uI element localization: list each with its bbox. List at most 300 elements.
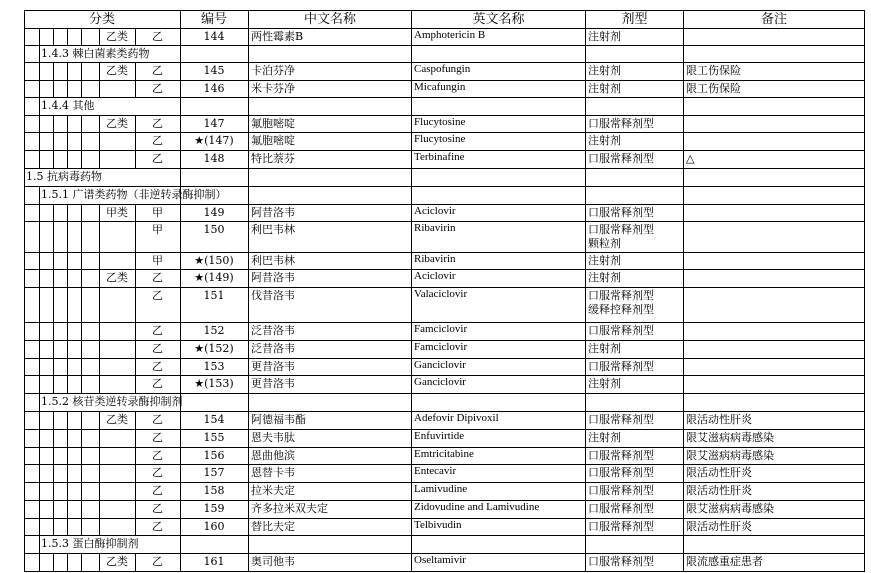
grid-line	[99, 464, 100, 483]
grid-line	[24, 464, 25, 483]
en-name-cell: Oseltamivir	[414, 554, 466, 566]
grid-line	[81, 518, 82, 536]
grid-line	[24, 115, 25, 133]
grid-line	[248, 500, 249, 519]
grid-line	[67, 204, 68, 222]
grid-line	[39, 45, 40, 63]
grid-line	[864, 375, 865, 394]
remark-cell: 限活动性肝炎	[686, 520, 752, 533]
cn-name-cell: 更昔洛韦	[251, 360, 295, 373]
grid-line	[585, 62, 586, 81]
subclass-cell: 甲	[152, 206, 163, 219]
grid-line	[411, 358, 412, 376]
grid-line	[81, 62, 82, 81]
grid-line	[411, 322, 412, 341]
grid-line	[864, 150, 865, 169]
grid-line	[81, 287, 82, 323]
grid-line	[683, 375, 684, 394]
subclass-cell: 乙	[152, 152, 163, 165]
grid-line	[81, 482, 82, 501]
grid-line	[99, 500, 100, 519]
number-cell: 155	[203, 431, 225, 444]
en-name-cell: Valaciclovir	[414, 288, 468, 300]
en-name-cell: Zidovudine and Lamivudine	[414, 501, 540, 513]
number-cell: ★(153)	[194, 377, 234, 390]
remark-cell: 限工伤保险	[686, 82, 741, 95]
grid-line	[864, 80, 865, 98]
number-cell: 151	[203, 289, 225, 302]
grid-line	[864, 393, 865, 412]
en-name-cell: Adefovir Dipivoxil	[414, 412, 499, 424]
grid-line	[81, 132, 82, 151]
subclass-cell: 乙	[152, 271, 163, 284]
grid-line	[585, 80, 586, 98]
grid-line	[67, 482, 68, 501]
grid-line	[248, 269, 249, 288]
grid-line	[81, 252, 82, 270]
grid-line	[24, 150, 25, 169]
en-name-cell: Ganciclovir	[414, 359, 466, 371]
subclass-cell: 乙	[152, 134, 163, 147]
grid-line	[864, 340, 865, 359]
grid-line	[39, 518, 40, 536]
header-number: 编号	[200, 12, 227, 27]
grid-line	[39, 252, 40, 270]
grid-line	[585, 358, 586, 376]
grid-line	[67, 375, 68, 394]
grid-line	[53, 62, 54, 81]
grid-line	[585, 482, 586, 501]
form-cell: 口服常释剂型	[588, 117, 654, 130]
remark-cell: 限艾滋病病毒感染	[686, 431, 774, 444]
grid-line	[585, 97, 586, 116]
grid-line	[411, 115, 412, 133]
grid-line	[53, 150, 54, 169]
grid-line	[248, 115, 249, 133]
grid-line	[39, 340, 40, 359]
grid-line	[67, 269, 68, 288]
grid-line	[411, 447, 412, 465]
grid-line	[248, 10, 249, 29]
class-cell: 乙类	[106, 64, 128, 77]
grid-line	[585, 340, 586, 359]
cn-name-cell: 伐昔洛韦	[251, 289, 295, 302]
cn-name-cell: 恩替卡韦	[251, 466, 295, 479]
grid-line	[585, 28, 586, 46]
grid-line	[24, 429, 25, 448]
grid-line	[683, 269, 684, 288]
form-cell: 缓释控释剂型	[588, 303, 654, 316]
grid-line	[248, 535, 249, 554]
form-cell: 注射剂	[588, 271, 621, 284]
grid-line	[864, 221, 865, 253]
grid-line	[585, 221, 586, 253]
grid-line	[248, 45, 249, 63]
grid-line	[24, 45, 865, 46]
remark-cell: 限工伤保险	[686, 64, 741, 77]
grid-line	[683, 150, 684, 169]
grid-line	[683, 132, 684, 151]
grid-line	[81, 340, 82, 359]
grid-line	[864, 45, 865, 63]
grid-line	[81, 80, 82, 98]
grid-line	[248, 375, 249, 394]
grid-line	[683, 62, 684, 81]
grid-line	[683, 447, 684, 465]
grid-line	[53, 500, 54, 519]
form-cell: 注射剂	[588, 134, 621, 147]
grid-line	[248, 518, 249, 536]
grid-line	[411, 168, 412, 187]
grid-line	[180, 10, 181, 29]
en-name-cell: Aciclovir	[414, 270, 456, 282]
grid-line	[24, 10, 25, 29]
cn-name-cell: 两性霉素B	[251, 30, 304, 43]
grid-line	[39, 186, 40, 205]
grid-line	[67, 358, 68, 376]
grid-line	[864, 132, 865, 151]
grid-line	[683, 186, 684, 205]
grid-line	[67, 287, 68, 323]
grid-line	[248, 186, 249, 205]
grid-line	[411, 375, 412, 394]
grid-line	[411, 464, 412, 483]
grid-line	[24, 375, 25, 394]
grid-line	[24, 322, 25, 341]
grid-line	[864, 500, 865, 519]
grid-line	[585, 45, 586, 63]
grid-line	[39, 393, 40, 412]
form-cell: 口服常释剂型	[588, 324, 654, 337]
grid-line	[99, 252, 100, 270]
cn-name-cell: 特比萘芬	[251, 152, 295, 165]
grid-line	[683, 45, 684, 63]
grid-line	[39, 535, 40, 554]
grid-line	[411, 45, 412, 63]
form-cell: 注射剂	[588, 377, 621, 390]
grid-line	[864, 204, 865, 222]
remark-cell: 限艾滋病病毒感染	[686, 449, 774, 462]
en-name-cell: Ribavirin	[414, 253, 456, 265]
grid-line	[24, 132, 25, 151]
form-cell: 注射剂	[588, 342, 621, 355]
grid-line	[248, 168, 249, 187]
grid-line	[24, 45, 25, 63]
grid-line	[411, 150, 412, 169]
grid-line	[864, 322, 865, 341]
en-name-cell: Amphotericin B	[414, 29, 486, 41]
grid-line	[53, 464, 54, 483]
form-cell: 口服常释剂型	[588, 413, 654, 426]
grid-line	[248, 252, 249, 270]
grid-line	[67, 221, 68, 253]
en-name-cell: Telbivudin	[414, 519, 462, 531]
grid-line	[39, 553, 40, 572]
grid-line	[24, 204, 25, 222]
grid-line	[585, 464, 586, 483]
grid-line	[67, 150, 68, 169]
grid-line	[53, 204, 54, 222]
grid-line	[411, 10, 412, 29]
subclass-cell: 乙	[152, 520, 163, 533]
cn-name-cell: 替比夫定	[251, 520, 295, 533]
en-name-cell: Famciclovir	[414, 323, 468, 335]
grid-line	[248, 464, 249, 483]
grid-line	[180, 97, 181, 116]
form-cell: 口服常释剂型	[588, 555, 654, 568]
number-cell: 154	[203, 413, 225, 426]
grid-line	[248, 322, 249, 341]
grid-line	[864, 62, 865, 81]
grid-line	[411, 518, 412, 536]
grid-line	[81, 150, 82, 169]
grid-line	[683, 287, 684, 323]
grid-line	[864, 252, 865, 270]
grid-line	[585, 518, 586, 536]
grid-line	[683, 221, 684, 253]
grid-line	[53, 322, 54, 341]
grid-line	[411, 28, 412, 46]
grid-line	[99, 358, 100, 376]
subclass-cell: 乙	[152, 466, 163, 479]
grid-line	[99, 340, 100, 359]
grid-line	[248, 447, 249, 465]
grid-line	[67, 252, 68, 270]
cn-name-cell: 氟胞嘧啶	[251, 134, 295, 147]
grid-line	[39, 28, 40, 46]
number-cell: ★(147)	[194, 134, 234, 147]
form-cell: 口服常释剂型	[588, 484, 654, 497]
grid-line	[39, 482, 40, 501]
form-cell: 口服常释剂型	[588, 502, 654, 515]
grid-line	[24, 287, 25, 323]
grid-line	[248, 62, 249, 81]
grid-line	[81, 447, 82, 465]
grid-line	[683, 429, 684, 448]
grid-line	[248, 429, 249, 448]
form-cell: 口服常释剂型	[588, 466, 654, 479]
grid-line	[248, 150, 249, 169]
grid-line	[24, 358, 25, 376]
grid-line	[683, 10, 684, 29]
cn-name-cell: 泛昔洛韦	[251, 342, 295, 355]
grid-line	[24, 482, 25, 501]
grid-line	[53, 132, 54, 151]
grid-line	[411, 252, 412, 270]
grid-line	[864, 464, 865, 483]
grid-line	[53, 375, 54, 394]
class-cell: 乙类	[106, 117, 128, 130]
subclass-cell: 乙	[152, 342, 163, 355]
number-cell: 161	[203, 555, 225, 568]
grid-line	[411, 482, 412, 501]
form-cell: 口服常释剂型	[588, 360, 654, 373]
en-name-cell: Enfuvirtide	[414, 430, 465, 442]
grid-line	[99, 221, 100, 253]
grid-line	[864, 28, 865, 46]
subclass-cell: 甲	[152, 254, 163, 267]
form-cell: 口服常释剂型	[588, 520, 654, 533]
grid-line	[585, 10, 586, 29]
number-cell: 149	[203, 206, 225, 219]
grid-line	[585, 269, 586, 288]
form-cell: 颗粒剂	[588, 237, 621, 250]
grid-line	[864, 518, 865, 536]
grid-line	[585, 411, 586, 430]
en-name-cell: Ganciclovir	[414, 376, 466, 388]
grid-line	[248, 287, 249, 323]
number-cell: 148	[203, 152, 225, 165]
grid-line	[67, 340, 68, 359]
form-cell: 注射剂	[588, 254, 621, 267]
grid-line	[585, 429, 586, 448]
grid-line	[683, 204, 684, 222]
remark-cell: 限活动性肝炎	[686, 466, 752, 479]
grid-line	[864, 115, 865, 133]
number-cell: 153	[203, 360, 225, 373]
number-cell: ★(149)	[194, 271, 234, 284]
number-cell: 147	[203, 117, 225, 130]
cn-name-cell: 阿昔洛韦	[251, 271, 295, 284]
grid-line	[683, 518, 684, 536]
header-en-name: 英文名称	[472, 12, 525, 27]
grid-line	[585, 375, 586, 394]
grid-line	[585, 535, 586, 554]
grid-line	[24, 269, 25, 288]
grid-line	[67, 80, 68, 98]
section-heading: 1.5 抗病毒药物	[26, 170, 102, 183]
grid-line	[67, 464, 68, 483]
grid-line	[81, 464, 82, 483]
cn-name-cell: 恩曲他滨	[251, 449, 295, 462]
grid-line	[53, 80, 54, 98]
grid-line	[683, 464, 684, 483]
grid-line	[24, 221, 25, 253]
en-name-cell: Emtricitabine	[414, 448, 474, 460]
section-heading: 1.4.3 棘白菌素类药物	[41, 47, 150, 60]
grid-line	[24, 411, 25, 430]
grid-line	[81, 221, 82, 253]
grid-line	[39, 429, 40, 448]
grid-line	[67, 518, 68, 536]
grid-line	[39, 447, 40, 465]
grid-line	[248, 553, 249, 572]
grid-line	[81, 322, 82, 341]
grid-line	[39, 287, 40, 323]
class-cell: 乙类	[106, 413, 128, 426]
en-name-cell: Flucytosine	[414, 116, 466, 128]
grid-line	[864, 168, 865, 187]
cn-name-cell: 拉米夫定	[251, 484, 295, 497]
subclass-cell: 乙	[152, 502, 163, 515]
form-cell: 口服常释剂型	[588, 152, 654, 165]
header-category: 分类	[88, 12, 115, 27]
grid-line	[53, 269, 54, 288]
grid-line	[585, 186, 586, 205]
form-cell: 注射剂	[588, 30, 621, 43]
grid-line	[683, 115, 684, 133]
form-cell: 口服常释剂型	[588, 289, 654, 302]
grid-line	[24, 186, 865, 187]
grid-line	[411, 186, 412, 205]
grid-line	[864, 447, 865, 465]
grid-line	[24, 97, 25, 116]
grid-line	[585, 115, 586, 133]
grid-line	[683, 322, 684, 341]
number-cell: 158	[203, 484, 225, 497]
subclass-cell: 乙	[152, 377, 163, 390]
grid-line	[864, 535, 865, 554]
grid-line	[180, 168, 181, 187]
grid-line	[411, 340, 412, 359]
grid-line	[67, 28, 68, 46]
grid-line	[39, 115, 40, 133]
grid-line	[39, 97, 40, 116]
grid-line	[864, 10, 865, 29]
grid-line	[67, 115, 68, 133]
en-name-cell: Caspofungin	[414, 63, 471, 75]
grid-line	[53, 482, 54, 501]
grid-line	[411, 429, 412, 448]
grid-line	[585, 252, 586, 270]
cn-name-cell: 泛昔洛韦	[251, 324, 295, 337]
grid-line	[39, 322, 40, 341]
grid-line	[53, 115, 54, 133]
subclass-cell: 乙	[152, 64, 163, 77]
grid-line	[411, 221, 412, 253]
grid-line	[24, 553, 25, 572]
form-cell: 注射剂	[588, 64, 621, 77]
class-cell: 乙类	[106, 30, 128, 43]
grid-line	[683, 358, 684, 376]
grid-line	[24, 252, 25, 270]
grid-line	[99, 429, 100, 448]
subclass-cell: 乙	[152, 431, 163, 444]
grid-line	[81, 358, 82, 376]
cn-name-cell: 卡泊芬净	[251, 64, 295, 77]
grid-line	[99, 518, 100, 536]
subclass-cell: 乙	[152, 82, 163, 95]
subclass-cell: 乙	[152, 30, 163, 43]
grid-line	[53, 340, 54, 359]
remark-cell: 限活动性肝炎	[686, 484, 752, 497]
grid-line	[53, 252, 54, 270]
cn-name-cell: 更昔洛韦	[251, 377, 295, 390]
grid-line	[67, 429, 68, 448]
grid-line	[411, 132, 412, 151]
en-name-cell: Micafungin	[414, 81, 466, 93]
en-name-cell: Flucytosine	[414, 133, 466, 145]
grid-line	[67, 500, 68, 519]
grid-line	[585, 393, 586, 412]
grid-line	[53, 287, 54, 323]
remark-cell: 限活动性肝炎	[686, 413, 752, 426]
grid-line	[683, 28, 684, 46]
grid-line	[683, 500, 684, 519]
grid-line	[39, 269, 40, 288]
grid-line	[585, 553, 586, 572]
cn-name-cell: 利巴韦林	[251, 223, 295, 236]
grid-line	[99, 375, 100, 394]
grid-line	[864, 553, 865, 572]
grid-line	[81, 500, 82, 519]
grid-line	[53, 553, 54, 572]
grid-line	[81, 375, 82, 394]
grid-line	[24, 28, 25, 46]
grid-line	[39, 80, 40, 98]
subclass-cell: 乙	[152, 484, 163, 497]
subclass-cell: 乙	[152, 413, 163, 426]
